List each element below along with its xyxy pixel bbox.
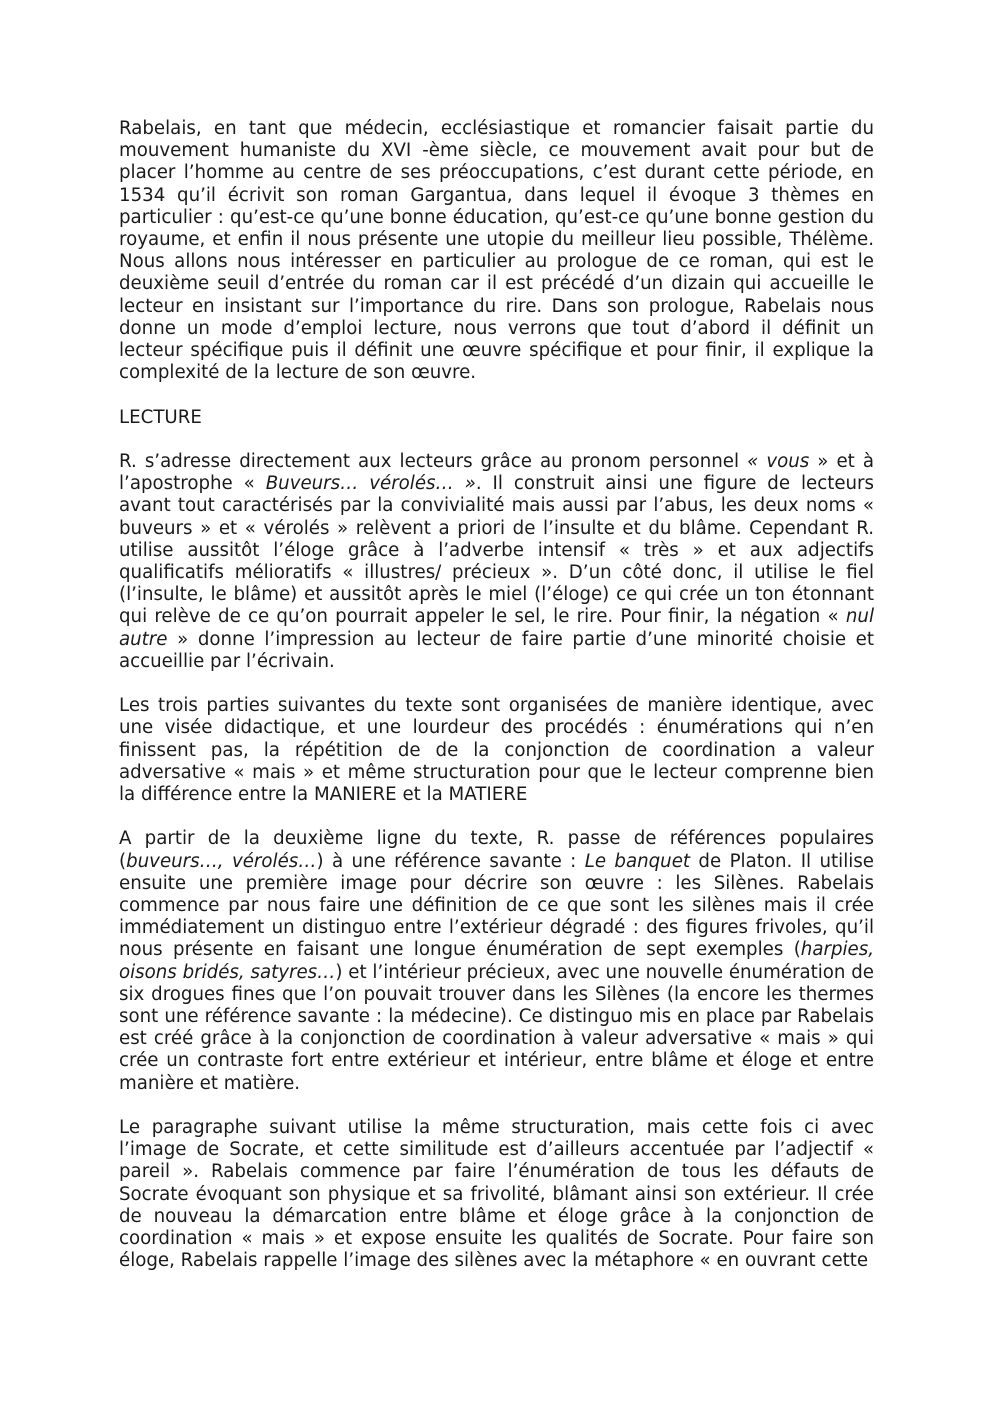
section-heading: LECTURE [119, 406, 202, 428]
structure-paragraph: Les trois parties suivantes du texte sont organisées de manière identique, avec une visée didactique, et une lourdeur des procédés : énumérations qui n’en finissent pas, la répétition de de la conjonction de coordination a valeur adversative « mais » et même structuration pour que le lecteur comprenne bien la différence entre la MANIERE et la MATIERE [119, 695, 874, 806]
document-body [119, 118, 874, 1295]
socrate-paragraph: Le paragraphe suivant utilise la même structuration, mais cette fois ci avec l’image de Socrate, et cette similitude est d’ailleurs accentuée par l’adjectif « pareil ». Rabelais commence par faire l’énumération de tous les défauts de Socrate évoquant son physique et sa frivolité, blâmant ainsi son extérieur. Il crée de nouveau la démarcation entre blâme et éloge grâce à la conjonction de coordination « mais » et expose ensuite les qualités de Socrate. Pour faire son éloge, Rabelais rappelle l’image des silènes avec la métaphore « en ouvrant cette [119, 1117, 874, 1272]
reader-paragraph: R. s’adresse directement aux lecteurs grâce au pronom personnel « vous » et à l’apostrophe « Buveurs… vérolés… ». Il construit ainsi une figure de lecteurs avant tout caractérisés par la convivialité mais aussi par l’abus, les deux noms « buveurs » et « vérolés » relèvent a priori de l’insulte et du blâme. Cependant R. utilise aussitôt l’éloge grâce à l’adverbe intensif « très » et aux adjectifs qualificatifs mélioratifs « illustres/ précieux ». D’un côté donc, il utilise le fiel (l’insulte, le blâme) et aussitôt après le miel (l’éloge) ce qui crée un ton étonnant qui relève de ce qu’on pourrait appeler le sel, le rire. Pour finir, la négation « nul autre » donne l’impression au lecteur de faire partie d’une minorité choisie et accueillie par l’écrivain. [119, 451, 875, 672]
silenes-paragraph: A partir de la deuxième ligne du texte, R. passe de références populaires (buveurs…, vérolés…) à une référence savante : Le banquet de Platon. Il utilise ensuite une première image pour décrire son œuvre : les Silènes. Rabelais commence par nous faire une définition de ce que sont les silènes mais il crée immédiatement un distinguo entre l’extérieur dégradé : des figures frivoles, qu’il nous présente en faisant une longue énumération de sept exemples (harpies, oisons bridés, satyres…) et l’intérieur précieux, avec une nouvelle énumération de six drogues fines que l’on pouvait trouver dans les Silènes (la encore les thermes sont une référence savante : la médecine). Ce distinguo mis en place par Rabelais est créé grâce à la conjonction de coordination à valeur adversative « mais » qui crée un contraste fort entre extérieur et intérieur, entre blâme et éloge et entre manière et matière. [119, 828, 875, 1094]
intro-paragraph: Rabelais, en tant que médecin, ecclésiastique et romancier faisait partie du mouvement humaniste du XVI -ème siècle, ce mouvement avait pour but de placer l’homme au centre de ses préoccupations, c’est durant cette période, en 1534 qu’il écrivit son roman Gargantua, dans lequel il évoque 3 thèmes en particulier : qu’est-ce qu’une bonne éducation, qu’est-ce qu’une bonne gestion du royaume, et enfin il nous présente une utopie du meilleur lieu possible, Thélème. Nous allons nous intéresser en particulier au prologue de ce roman, qui est le deuxième seuil d’entrée du roman car il est précédé d’un dizain qui accueille le lecteur en insistant sur l’importance du rire. Dans son prologue, Rabelais nous donne un mode d’emploi lecture, nous verrons que tout d’abord il définit un lecteur spécifique puis il définit une œuvre spécifique et pour finir, il explique la complexité de la lecture de son œuvre. [119, 118, 874, 384]
